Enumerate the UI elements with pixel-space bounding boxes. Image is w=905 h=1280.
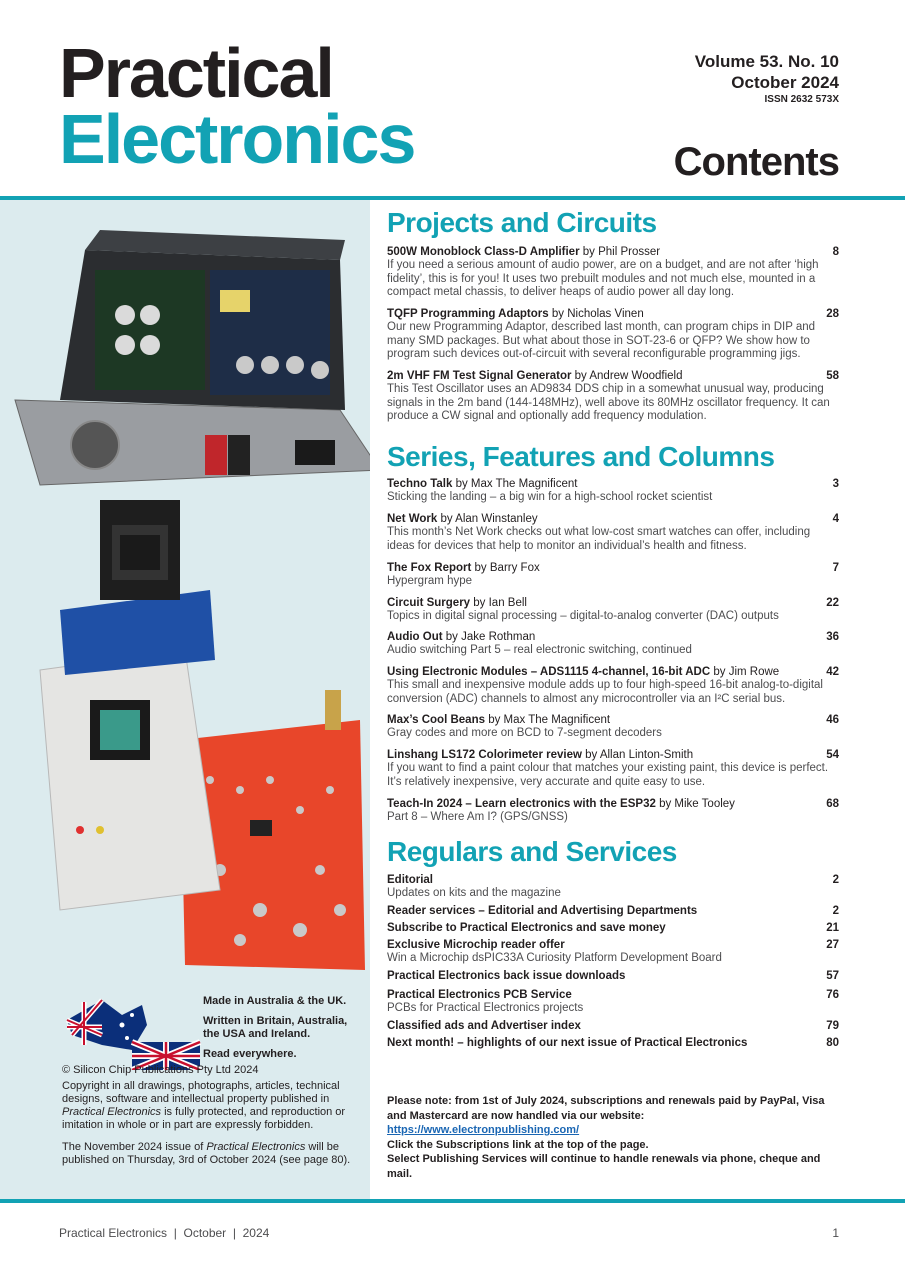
footer-running-title: Practical Electronics | October | 2024 [59,1226,270,1240]
list-item[interactable]: Audio Out by Jake Rothman 36 Audio switching Part 5 – real electronic switching, continued [387,631,839,656]
logo-electronics: Electronics [59,100,415,178]
list-item[interactable]: Max’s Cool Beans by Max The Magnificent 46 Gray codes and more on BCD to 7-segment decoders [387,714,839,739]
list-item[interactable]: Practical Electronics PCB Service 76 PCBs for Practical Electronics projects [387,989,839,1014]
list-item[interactable]: 2m VHF FM Test Signal Generator by Andrew Woodfield 58 This Test Oscillator uses an AD9834 DDS chip in a somewhat unusual way, producing signals in the 2m band (144-148MHz), well above its 80MHz oscillator frequency. It can produce a CW signal and optionally add frequency modulation. [387,370,839,422]
list-item[interactable]: Net Work by Alan Winstanley 4 This month’s Net Work checks out what low-cost smart watches can offer, including ideas for devices that help to monitor an individual’s health and fitness. [387,513,839,552]
subscription-note: Please note: from 1st of July 2024, subscriptions and renewals paid by PayPal, Visa and Mastercard are now handled via our website: https://www.electronpublishing.com/ Click the Subscriptions link at the top of the page. Select Publishing Services will continue to handle renewals via phone, cheque and mail. [387,1095,825,1180]
issue-info [695,51,839,106]
issue-date: October 2024 [731,73,839,92]
masthead [0,0,905,197]
list-item[interactable]: Linshang LS172 Colorimeter review by Allan Linton-Smith 54 If you want to find a paint colour that matches your existing paint, this device is perfect. It’s relatively inexpensive, very accurate and quite easy to use. [387,749,839,788]
list-item[interactable]: Classified ads and Advertiser index 79 [387,1020,839,1032]
copyright-holder: © Silicon Chip Publications Pty Ltd 2024 [62,1064,259,1076]
image-panel [0,200,370,1200]
next-issue-notice: The November 2024 issue of Practical Electronics will be published on Thursday, 3rd of October 2024 (see page 80). [62,1141,351,1166]
copyright-notice: Copyright in all drawings, photographs, articles, technical designs, software and intellectual property published in Practical Electronics is fully protected, and reproduction or imitation in whole or in part are expressly forbidden. [62,1080,346,1131]
contents-title: Contents [673,140,839,184]
list-item[interactable]: Editorial 2 Updates on kits and the magazine [387,874,839,899]
section-projects: Projects and Circuits [387,207,657,238]
publisher-website-link[interactable]: https://www.electronpublishing.com/ [387,1124,580,1136]
logo-practical: Practical [59,34,333,112]
list-item[interactable]: Exclusive Microchip reader offer 27 Win a Microchip dsPIC33A Curiosity Platform Development Board [387,939,839,964]
page-number: 1 [832,1226,839,1240]
list-item[interactable]: Teach-In 2024 – Learn electronics with the ESP32 by Mike Tooley 68 Part 8 – Where Am I? (GPS/GNSS) [387,798,839,823]
bottom-rule [0,1199,905,1203]
list-item[interactable]: 500W Monoblock Class-D Amplifier by Phil Prosser 8 If you need a serious amount of audio power, are on a budget, and are not after ‘high fidelity’, this is for you! It uses two prebuilt modules and not much else, mounted in a compact metal chassis, to deliver heaps of audio power all day long. [387,246,839,298]
list-item[interactable]: Subscribe to Practical Electronics and save money 21 [387,922,839,934]
amplifier-photo [0,200,370,500]
list-item[interactable]: Techno Talk by Max The Magnificent 3 Sticking the landing – a big win for a high-school rocket scientist [387,478,839,503]
flags-graphic [62,990,202,1070]
volume-number: Volume 53. No. 10 [694,52,839,71]
list-item[interactable]: TQFP Programming Adaptors by Nicholas Vinen 28 Our new Programming Adaptor, described last month, can program chips in DIP and many SMD packages. But what about those in SOT-23-6 or QFP? We show how to program such devices out-of-circuit with several reconfigurable programming jigs. [387,308,839,360]
programmer-photo [0,490,370,990]
list-item[interactable]: Reader services – Editorial and Advertising Departments 2 [387,905,839,917]
list-item[interactable]: Circuit Surgery by Ian Bell 22 Topics in digital signal processing – digital-to-analog converter (DAC) outputs [387,597,839,622]
list-item[interactable]: Using Electronic Modules – ADS1115 4-channel, 16-bit ADC by Jim Rowe 42 This small and inexpensive module adds up to four high-speed 16-bit analog-to-digital conversion (ADC) channels to almost any microcontroller via an I²C serial bus. [387,666,839,705]
list-item[interactable]: Practical Electronics back issue downloads 57 [387,970,839,982]
section-series: Series, Features and Columns [387,441,775,472]
list-item[interactable]: Next month! – highlights of our next issue of Practical Electronics 80 [387,1037,839,1049]
made-in: Made in Australia & the UK. [203,995,347,1007]
list-item[interactable]: The Fox Report by Barry Fox 7 Hypergram hype [387,562,839,587]
issn: ISSN 2632 573X [764,94,839,105]
read-everywhere: Read everywhere. [203,1048,297,1060]
section-regulars: Regulars and Services [387,836,677,867]
written-in: Written in Britain, Australia, the USA and Ireland. [203,1015,348,1040]
